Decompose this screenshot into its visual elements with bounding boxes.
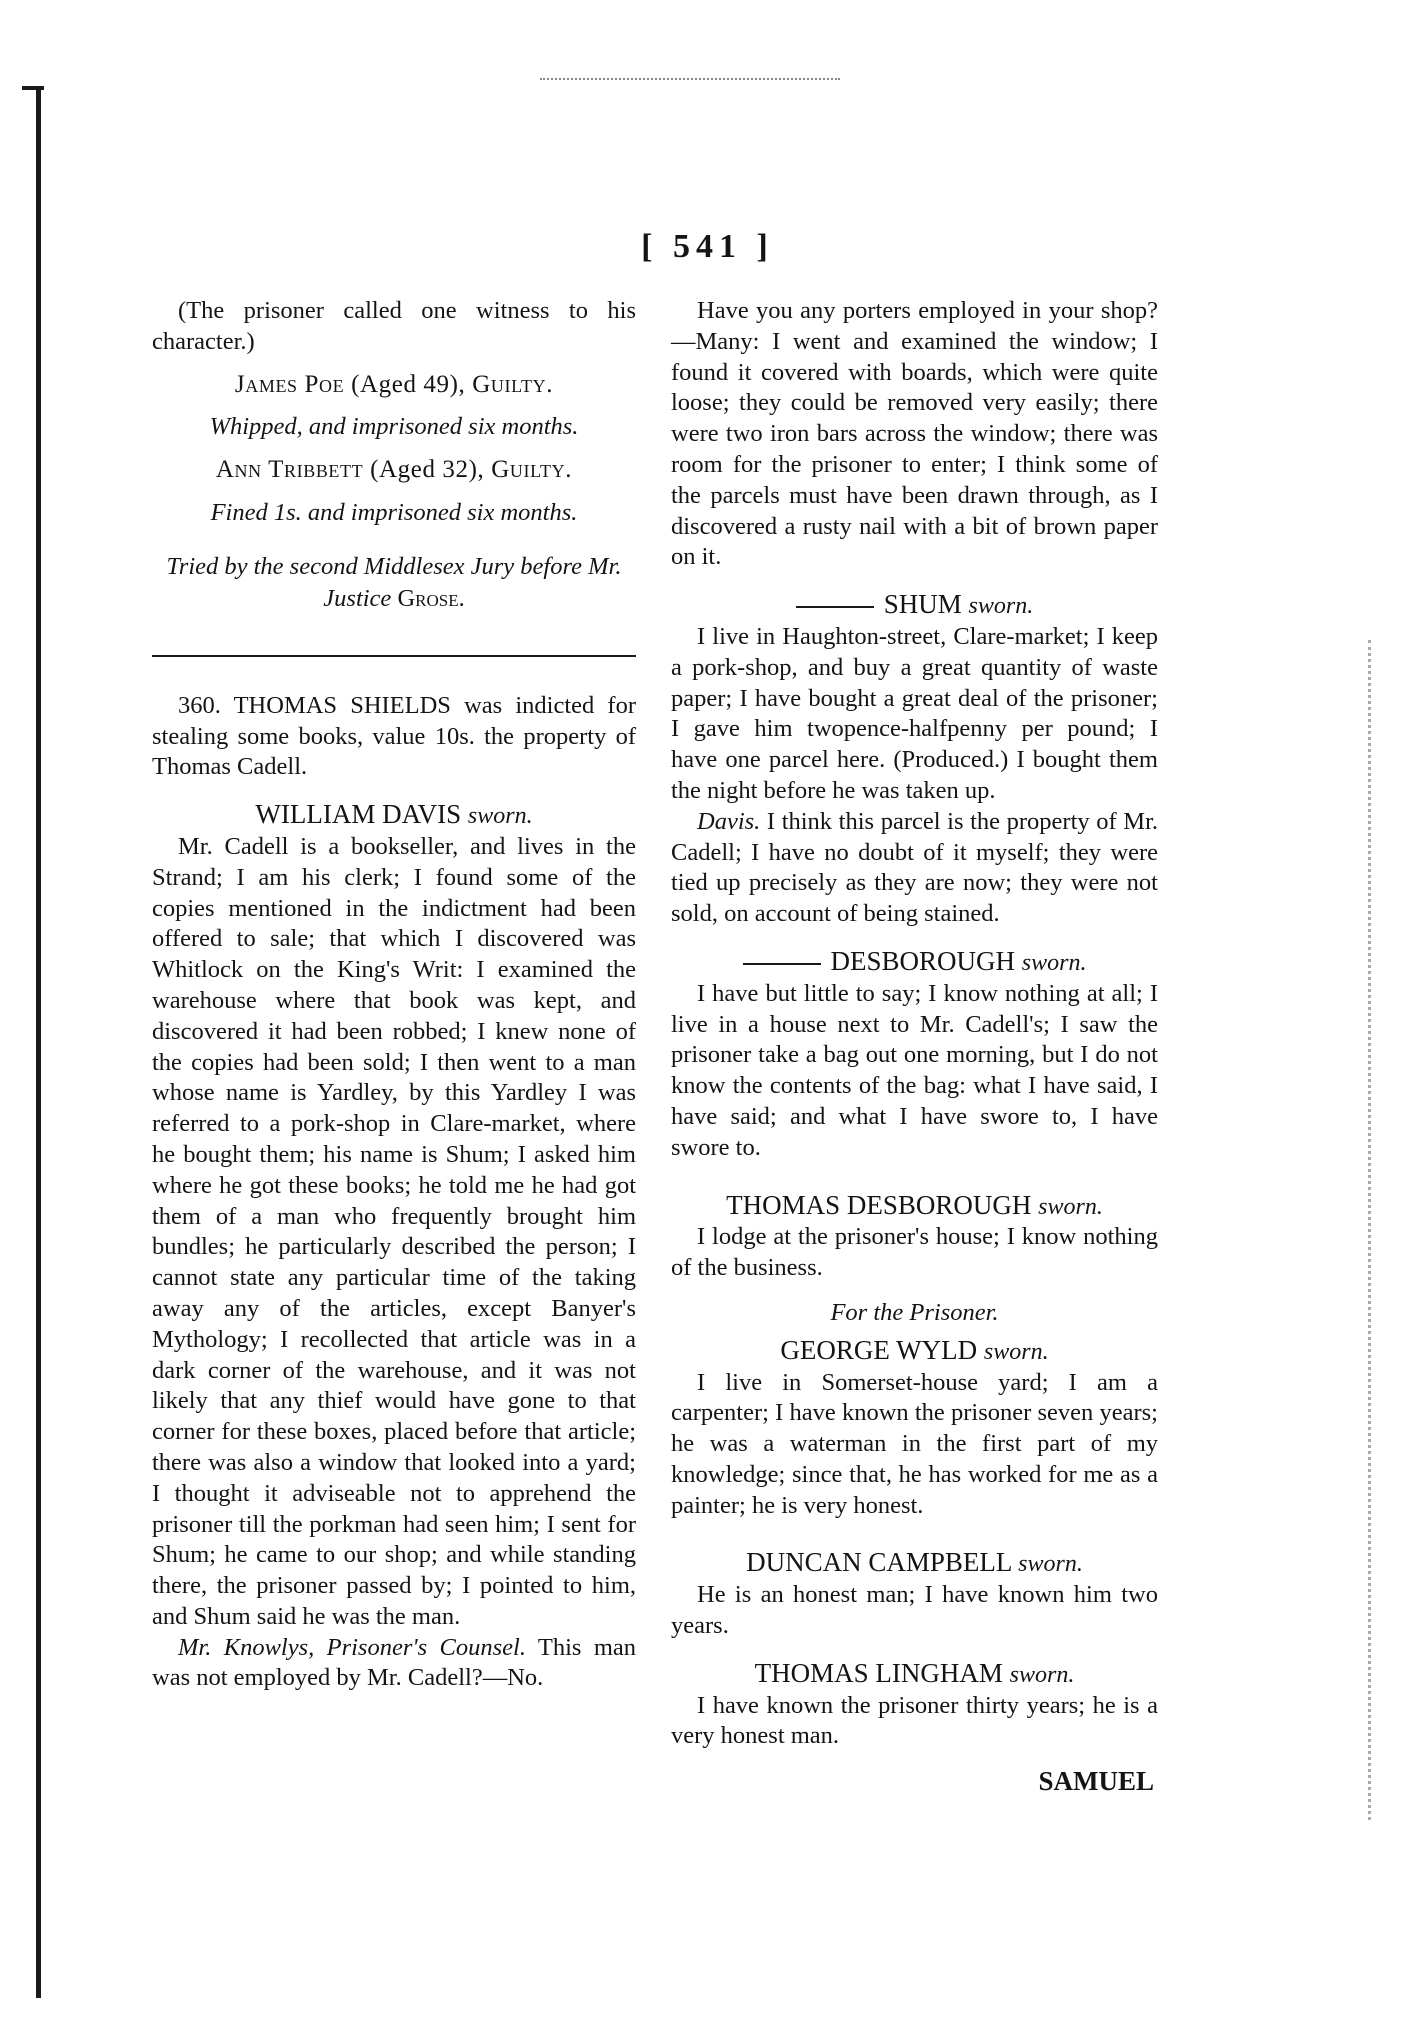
testimony-william-davis: Mr. Cadell is a bookseller, and lives in the Strand; I am his clerk; I found some of the copies mentioned in the indictment had been offered to sale; that which I discovered was Whitlock on the King's Writ: I examined the warehouse where that book was kept, and discovered it had been robbed; I knew none of the copies had been sold; I then went to a man whose name is Yardley, by this Yardley I was referred to a pork-shop in Clare-market, where he bought them; his name is Shum; I asked him where he got these books; he told me he had got them of a man who frequently brought him bundles; he particularly described the person; I cannot state any particular time of the taking away any of the articles, except Banyer's Mythology; I recollected that article was in a dark corner of the warehouse, and it was not likely that any thief would have gone to that corner for these boxes, placed before that article; there was also a window that looked into a yard; I thought it adviseable not to apprehend the prisoner till the porkman had seen him; I sent for Shum; he came to our shop; and while standing there, the prisoner passed by; I pointed to him, and Shum said he was the man.: [152, 832, 636, 1630]
page-number: [ 541 ]: [641, 228, 774, 265]
left-column: [152, 296, 636, 1694]
witness-name: DESBOROUGH: [830, 945, 1016, 976]
witness-heading-shum: [671, 589, 1158, 622]
sentence-james-poe: Whipped, and imprisoned six months.: [209, 413, 579, 441]
prev-case-tail: (The prisoner called one witness to his character.): [152, 297, 636, 355]
judge-name: Grose.: [397, 584, 465, 612]
witness-name: THOMAS LINGHAM: [754, 1657, 1003, 1688]
defendant-name: Ann Tribbett: [215, 456, 364, 484]
testimony-george-wyld: I live in Somerset-house yard; I am a carpenter; I have known the prisoner seven years; he was a waterman in the first part of my knowledge; since that, he has worked for me as a painter; he is very honest.: [671, 1368, 1158, 1519]
sworn-label: sworn.: [1009, 1661, 1075, 1688]
sworn-label: sworn.: [983, 1338, 1049, 1365]
heading-dash: [796, 606, 874, 608]
defendant-age: (Aged 32),: [370, 456, 485, 484]
case-indictment: THOMAS SHIELDS was indicted for stealing some books, value 10s. the property of Thomas Cadell.: [152, 691, 636, 781]
scan-margin-speckle: [1368, 640, 1375, 1820]
speaker-davis: Davis.: [697, 807, 761, 835]
defendant-age: (Aged 49),: [351, 370, 466, 398]
counsel-question: [152, 1633, 636, 1695]
counsel-speaker: Mr. Knowlys, Prisoner's Counsel.: [178, 1633, 526, 1661]
witness-name: WILLIAM DAVIS: [255, 799, 462, 830]
witness-heading-thomas-desborough: [671, 1190, 1158, 1223]
witness-heading-william-davis: [152, 799, 636, 832]
witness-heading-george-wyld: [671, 1335, 1158, 1368]
witness-heading-desborough: [671, 946, 1158, 979]
sworn-label: sworn.: [1021, 949, 1087, 976]
case-number: 360.: [178, 691, 221, 719]
section-divider: [152, 655, 636, 657]
case-heading: [152, 691, 636, 783]
davis-text: I think this parcel is the property of Mr. Cadell; I have no doubt of it myself; they were tied up precisely as they are now; they were not sold, on account of being stained.: [671, 807, 1159, 928]
witness-name: DUNCAN CAMPBELL: [746, 1547, 1012, 1578]
verdict-result: Guilty.: [472, 370, 554, 398]
verdict-result: Guilty.: [491, 456, 573, 484]
scan-speckle: [540, 78, 840, 82]
right-column: [671, 296, 1158, 1797]
testimony-desborough: I have but little to say; I know nothing at all; I live in a house next to Mr. Cadell's; I saw the prisoner take a bag out one morning, but I do not know the contents of the bag: what I have said, I have said; and what I have swore to, I have swore to.: [671, 979, 1158, 1161]
sworn-label: sworn.: [968, 593, 1034, 620]
sworn-label: sworn.: [1018, 1551, 1083, 1578]
tried-by-text: Tried by the second Middlesex Jury before Mr. Justice: [166, 552, 622, 612]
testimony-duncan-campbell: He is an honest man; I have known him two years.: [671, 1581, 1158, 1640]
witness-name: GEORGE WYLD: [780, 1334, 978, 1365]
tried-by-note: [152, 551, 636, 615]
testimony-thomas-lingham: I have known the prisoner thirty years; he is a very honest man.: [671, 1691, 1158, 1750]
verdict-james-poe: [152, 370, 636, 401]
witness-name: SHUM: [883, 589, 962, 620]
verdict-ann-tribbett: [152, 455, 636, 486]
binding-rule: [36, 88, 41, 1998]
davis-reply: [671, 807, 1158, 930]
sentence-ann-tribbett: Fined 1s. and imprisoned six months.: [210, 498, 578, 526]
heading-dash: [743, 963, 821, 965]
sworn-label: sworn.: [467, 803, 533, 830]
witness-name: THOMAS DESBOROUGH: [726, 1189, 1032, 1220]
testimony-thomas-desborough: I lodge at the prisoner's house; I know nothing of the business.: [671, 1223, 1158, 1282]
witness-heading-duncan-campbell: [671, 1547, 1158, 1580]
catchword: SAMUEL: [1038, 1766, 1154, 1797]
binding-tick: [22, 86, 44, 90]
defendant-name: James Poe: [234, 370, 345, 398]
for-the-prisoner-heading: For the Prisoner.: [830, 1298, 999, 1326]
counsel-text: This man was not employed by Mr. Cadell?—No.: [152, 1633, 636, 1692]
testimony-shum: I live in Haughton-street, Clare-market; I keep a pork-shop, and buy a great quantity of waste paper; I have bought a great deal of the prisoner; I gave him twopence-halfpenny per pound; I have one parcel here. (Produced.) I bought them the night before he was taken up.: [671, 622, 1158, 804]
witness-heading-thomas-lingham: [671, 1658, 1158, 1691]
sworn-label: sworn.: [1038, 1193, 1103, 1220]
continued-testimony: Have you any porters employed in your shop?—Many: I went and examined the window; I found it covered with boards, which were quite loose; they could be removed very easily; there were two iron bars across the window; there was room for the prisoner to enter; I think some of the parcels must have been drawn through, as I discovered a rusty nail with a bit of brown paper on it.: [671, 297, 1158, 571]
